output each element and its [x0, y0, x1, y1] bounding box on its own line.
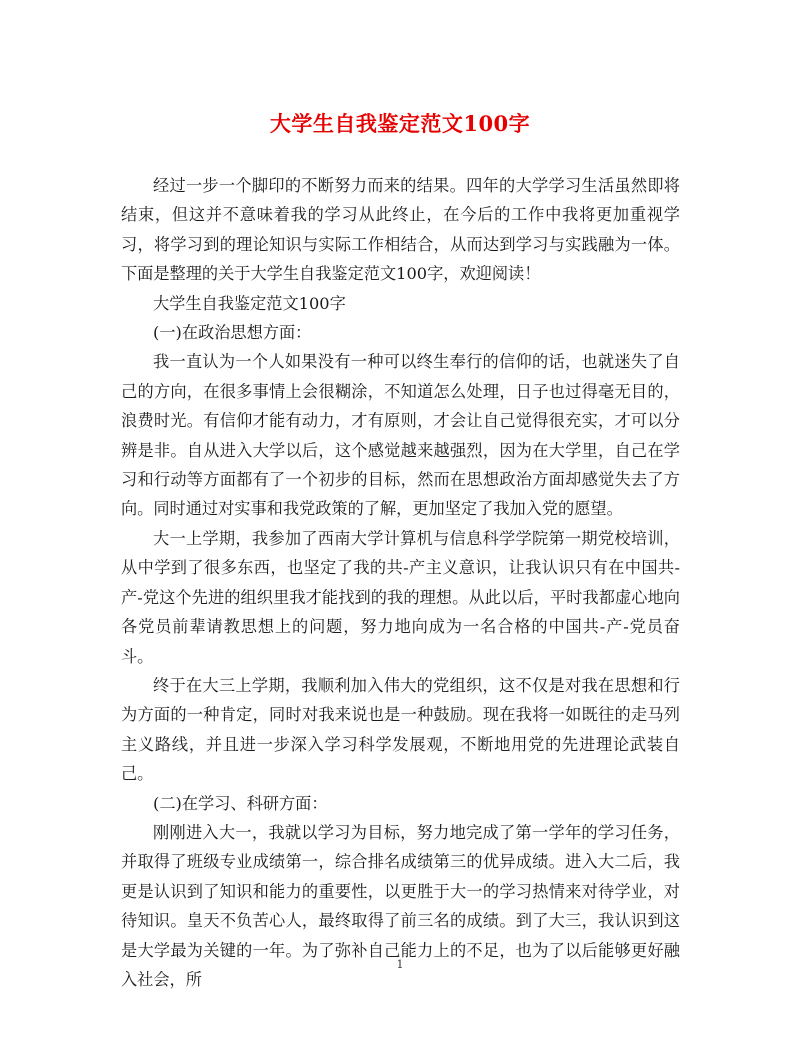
- body-paragraph: 我一直认为一个人如果没有一种可以终生奉行的信仰的话，也就迷失了自己的方向，在很多事情上会很糊涂，不知道怎么处理，日子也过得毫无目的，浪费时光。有信仰才能有动力，才有原则，才会让自己觉得很充实，才可以分辨是非。自从进入大学以后，这个感觉越来越强烈，因为在大学里，自己在学习和行动等方面都有了一个初步的目标，然而在思想政治方面却感觉失去了方向。同时通过对实事和我党政策的了解，更加坚定了我加入党的愿望。: [121, 352, 680, 519]
- body-paragraph: 刚刚进入大一，我就以学习为目标，努力地完成了第一学年的学习任务，并取得了班级专业成绩第一，综合排名成绩第三的优异成绩。进入大二后，我更是认识到了知识和能力的重要性，以更胜于大一的学习热情来对待学业，对待知识。皇天不负苦心人，最终取得了前三名的成绩。到了大三，我认识到这是大学最为关键的一年。为了弥补自己能力上的不足，也为了以后能够更好融入社会，所: [121, 822, 680, 989]
- document-body: [121, 171, 680, 994]
- page-number: 1: [396, 958, 404, 971]
- section-heading-study: (二)在学习、科研方面：: [153, 793, 328, 813]
- document-title: 大学生自我鉴定范文100字: [269, 111, 531, 136]
- section-subtitle: 大学生自我鉴定范文100字: [153, 293, 346, 313]
- section-heading-politics: (一)在政治思想方面：: [153, 323, 312, 343]
- intro-paragraph: 经过一步一个脚印的不断努力而来的结果。四年的大学学习生活虽然即将结束，但这并不意味着我的学习从此终止，在今后的工作中我将更加重视学习，将学习到的理论知识与实际工作相结合，从而达到学习与实践融为一体。下面是整理的关于大学生自我鉴定范文100字，欢迎阅读！: [121, 176, 680, 284]
- body-paragraph: 大一上学期，我参加了西南大学计算机与信息科学学院第一期党校培训，从中学到了很多东西，也坚定了我的共-产主义意识，让我认识只有在中国共-产-党这个先进的组织里我才能找到的我的理想。从此以后，平时我都虚心地向各党员前辈请教思想上的问题，努力地向成为一名合格的中国共-产-党员奋斗。: [121, 528, 680, 666]
- body-paragraph: 终于在大三上学期，我顺利加入伟大的党组织，这不仅是对我在思想和行为方面的一种肯定，同时对我来说也是一种鼓励。现在我将一如既往的走马列主义路线，并且进一步深入学习科学发展观，不断地用党的先进理论武装自己。: [121, 675, 680, 784]
